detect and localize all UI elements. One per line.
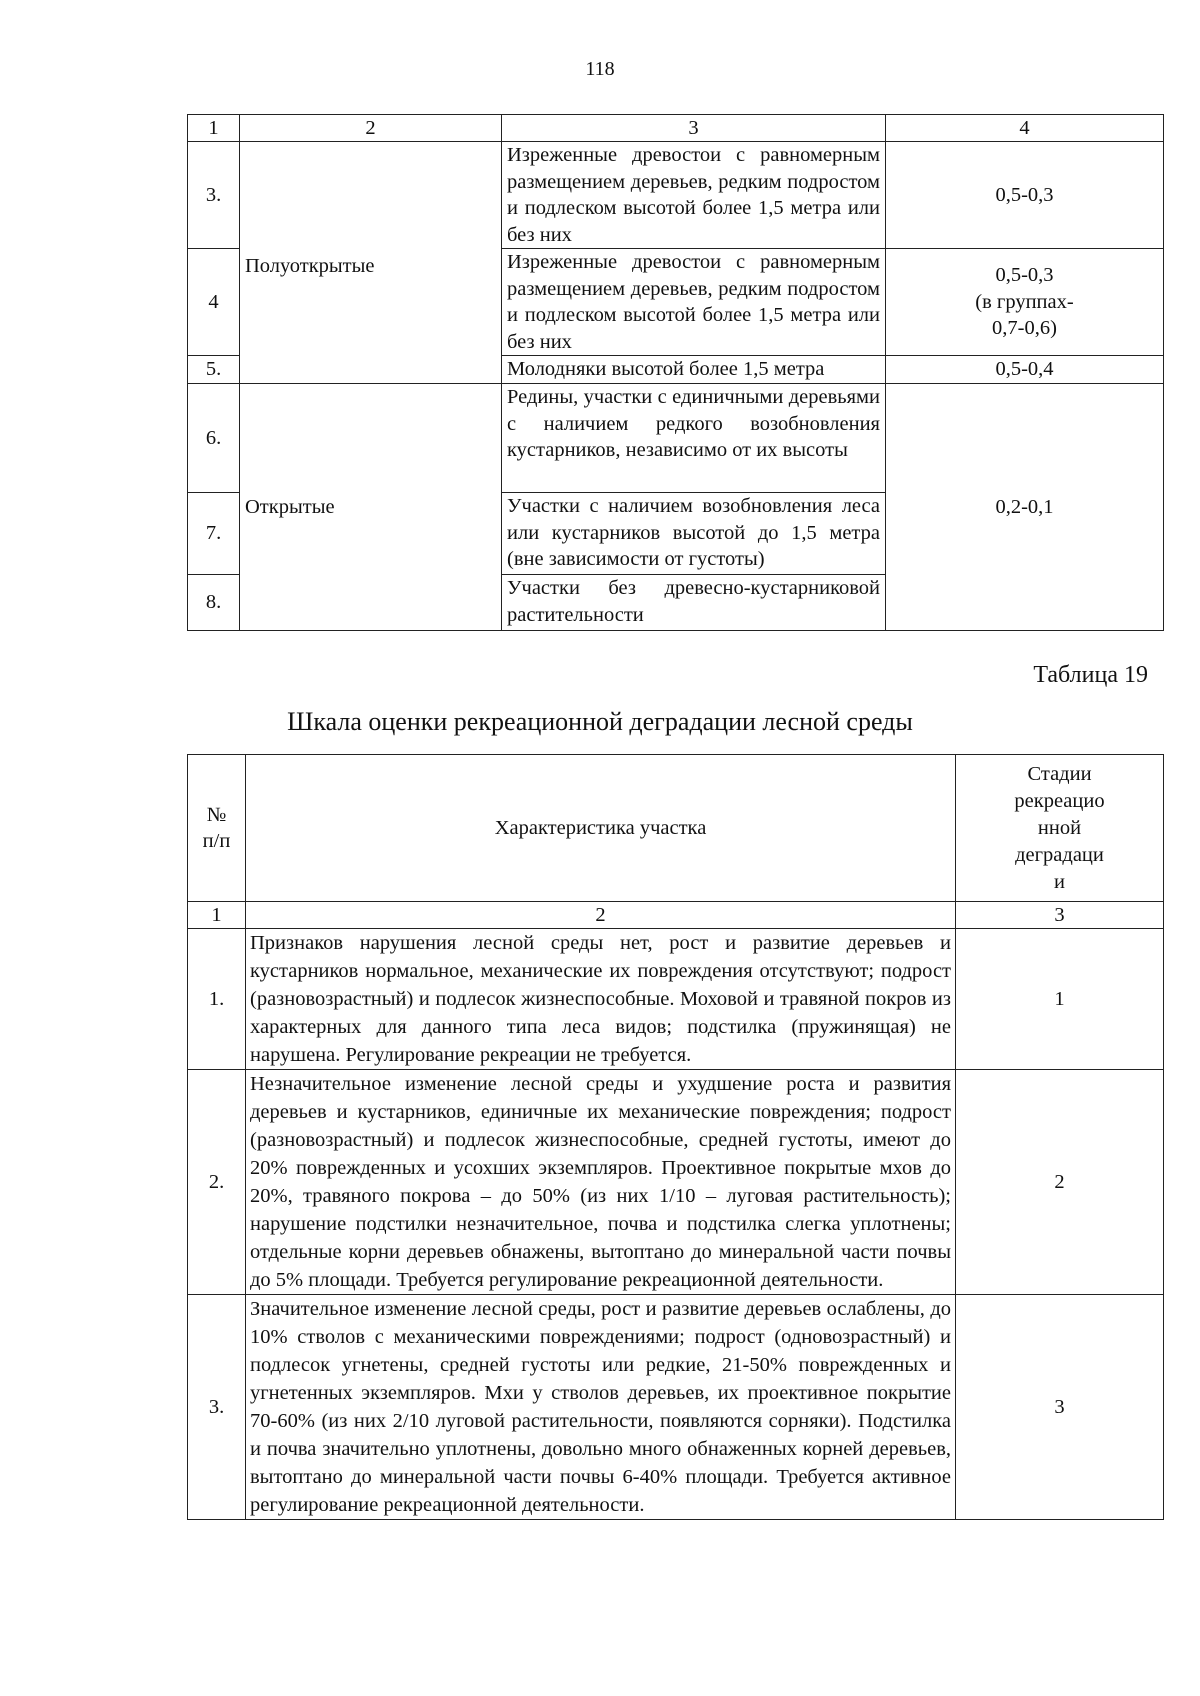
header-line: № [206, 803, 227, 826]
row-description: Изреженные древостои с равномерным размещением деревьев, редким подростом и подлеском высотой более 1,5 метра или без них [502, 249, 886, 356]
page-number: 118 [585, 58, 615, 80]
row-description: Признаков нарушения лесной среды нет, рост и развитие деревьев и кустарников нормальное, механические их повреждения отсутствуют; подрост (разновозрастный) и подлесок жизнеспособные. Моховой и травяной покров из характерных для данного типа леса видов; подстилка (пружинящая) не нарушена. Регулирование рекреации не требуется. [246, 929, 956, 1070]
header-line: и [1054, 870, 1065, 893]
table-row [188, 1295, 1164, 1520]
row-value-open: 0,2-0,1 [886, 384, 1164, 631]
row-number: 4 [188, 249, 240, 356]
table-row [188, 1070, 1164, 1295]
table-row [188, 384, 1164, 493]
row-stage: 2 [956, 1070, 1164, 1295]
row-number: 3. [188, 1295, 246, 1520]
header-cell: 2 [240, 115, 502, 142]
value-line: 0,5-0,3 [995, 264, 1054, 287]
row-number: 8. [188, 575, 240, 631]
table-header-row [188, 115, 1164, 142]
row-number: 1. [188, 929, 246, 1070]
row-number: 7. [188, 493, 240, 575]
row-value: 0,5-0,3 [886, 142, 1164, 249]
group-label-open: Открытые [240, 384, 502, 631]
header-line: Стадии [1027, 762, 1092, 785]
row-description: Редины, участки с единичными деревьями с наличием редкого возобновления кустарников, независимо от их высоты [502, 384, 886, 493]
table-row [188, 929, 1164, 1070]
header-cell-description: Характеристика участка [246, 755, 956, 902]
table-caption: Таблица 19 [1033, 662, 1148, 688]
table-title: Шкала оценки рекреационной деградации лесной среды [287, 707, 913, 736]
index-cell: 3 [956, 902, 1164, 929]
row-description: Незначительное изменение лесной среды и ухудшение роста и развития деревьев и кустарников, единичные их механические повреждения; подрост (разновозрастный) и подлесок жизнеспособные, средней густоты, имеют до 20% поврежденных и усохших экземпляров. Проективное покрытые мхов до 20%, травяного покрова – до 50% (из них 1/10 – луговая растительность); нарушение подстилки незначительное, почва и подстилка слегка уплотнены; отдельные корни деревьев обнажены, вытоптано до минеральной части почвы до 5% площади. Требуется регулирование рекреационной деятельности. [246, 1070, 956, 1295]
value-line: 0,7-0,6) [992, 317, 1057, 340]
index-cell: 1 [188, 902, 246, 929]
row-number: 2. [188, 1070, 246, 1295]
group-label-halfopen: Полуоткрытые [240, 142, 502, 384]
row-value [886, 249, 1164, 356]
table-index-row [188, 902, 1164, 929]
row-value: 0,5-0,4 [886, 356, 1164, 384]
table-row [188, 142, 1164, 249]
row-number: 6. [188, 384, 240, 493]
row-stage: 1 [956, 929, 1164, 1070]
row-description: Молодняки высотой более 1,5 метра [502, 356, 886, 384]
row-description: Значительное изменение лесной среды, рост и развитие деревьев ослаблены, до 10% стволов с механическими повреждениями; подрост (одновозрастный) и подлесок угнетены, средней густоты или редкие, 21-50% поврежденных и угнетенных экземпляров. Мхи у стволов деревьев, их проективное покрытие 70-60% (из них 2/10 луговой растительности, появляются сорняки). Подстилка и почва значительно уплотнены, довольно много обнаженных корней деревьев, вытоптано до минеральной части почвы 6-40% площади. Требуется активное регулирование рекреационной деятельности. [246, 1295, 956, 1520]
forest-openness-table [187, 114, 1164, 631]
header-cell-number [188, 755, 246, 902]
row-description: Участки без древесно-кустарниковой растительности [502, 575, 886, 631]
header-cell: 3 [502, 115, 886, 142]
header-cell: 1 [188, 115, 240, 142]
row-number: 3. [188, 142, 240, 249]
value-line: (в группах- [975, 290, 1074, 313]
header-cell: 4 [886, 115, 1164, 142]
index-cell: 2 [246, 902, 956, 929]
table-header-row [188, 755, 1164, 902]
header-cell-stage [956, 755, 1164, 902]
recreational-degradation-table [187, 754, 1164, 1520]
header-line: рекреацио [1014, 789, 1105, 812]
header-line: нной [1037, 816, 1082, 839]
row-number: 5. [188, 356, 240, 384]
row-description: Изреженные древостои с равномерным размещением деревьев, редким подростом и подлеском высотой более 1,5 метра или без них [502, 142, 886, 249]
row-description: Участки с наличием возобновления леса или кустарников высотой до 1,5 метра (вне зависимости от густоты) [502, 493, 886, 575]
row-stage: 3 [956, 1295, 1164, 1520]
header-line: п/п [202, 830, 231, 852]
header-line: деградаци [1015, 843, 1104, 866]
